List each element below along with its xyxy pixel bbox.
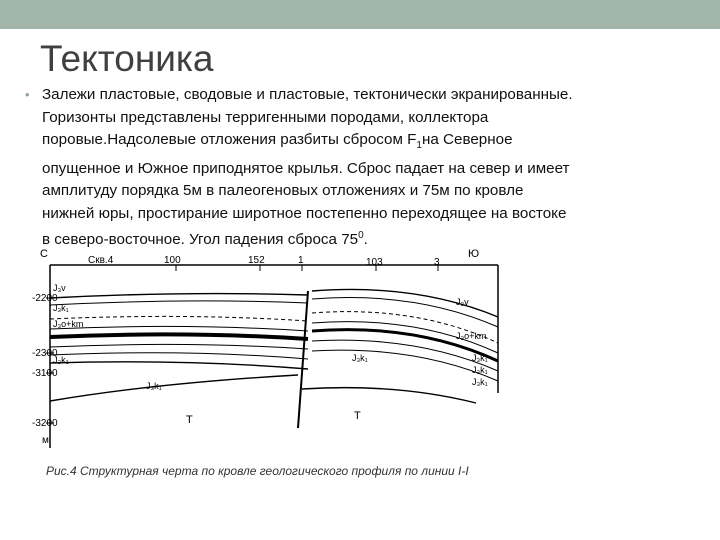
basement-line <box>302 388 476 403</box>
horizon-label: J₃k₁ <box>472 377 488 387</box>
horizon-label: J₃k₁ <box>53 355 69 365</box>
well-label: Скв.4 <box>88 255 114 266</box>
horizon-line <box>50 326 308 331</box>
well-label: 152 <box>248 255 265 266</box>
horizon-thick <box>50 334 308 339</box>
fault-line <box>298 291 308 428</box>
horizon-label: J₃v <box>456 297 469 307</box>
slide-paragraph <box>25 84 707 252</box>
text-line-2: Горизонты представлены терригенными породами, коллектора <box>42 108 489 126</box>
horizon-line <box>312 350 498 381</box>
superscript: 0 <box>358 230 364 242</box>
text-line-3b: на Северное <box>421 131 513 148</box>
text-line-5: амплитуду порядка 5м в палеогеновых отложениях и 75м по кровле <box>42 182 524 200</box>
text-line-7b: . <box>363 231 368 249</box>
bullet-icon: • <box>25 87 30 102</box>
depth-unit: м <box>42 435 49 446</box>
well-label: 103 <box>366 257 383 268</box>
horizon-line <box>312 340 498 371</box>
side-label-south: Ю <box>468 248 480 260</box>
horizon-label: T <box>354 410 361 422</box>
slide-top-bar <box>0 0 720 29</box>
horizon-label: J₃k₁ <box>472 365 488 375</box>
horizon-label: J₃k₁ <box>146 381 162 391</box>
figure-caption: Рис.4 Структурная черта по кровле геологического профиля по линии I-I <box>46 464 469 478</box>
depth-label: -2200 <box>32 293 58 304</box>
side-label-north: С <box>40 248 48 260</box>
slide-title: Тектоника <box>40 38 214 79</box>
text-line-7: в северо-восточное. Угол падения сброса 75 <box>42 231 359 249</box>
depth-label: -3100 <box>32 368 58 379</box>
subscript: 1 <box>416 140 422 152</box>
depth-label: -2300 <box>32 348 58 359</box>
text-line-6: нижней юры, простирание широтное постепенно переходящее на востоке <box>42 204 567 222</box>
text-line-3: поровые.Надсолевые отложения разбиты сбросом F <box>42 131 417 148</box>
depth-label: -3200 <box>32 418 58 429</box>
horizon-line <box>312 289 498 317</box>
horizon-line <box>50 353 308 359</box>
text-line-1: Залежи пластовые, сводовые и пластовые, тектонически экранированные. <box>42 86 573 103</box>
horizon-line <box>50 294 308 298</box>
horizon-line <box>50 301 308 305</box>
horizon-label: T <box>186 414 193 426</box>
horizon-label: J₃v <box>53 283 66 293</box>
well-label: 3 <box>434 257 440 268</box>
well-label: 100 <box>164 255 181 266</box>
horizon-label: J₃o+km <box>456 331 487 341</box>
geological-profile-figure <box>32 243 506 458</box>
profile-svg <box>32 243 506 453</box>
horizon-line <box>50 362 308 369</box>
horizon-line <box>50 344 308 349</box>
well-label: 1 <box>298 255 304 266</box>
horizon-label: J₃k₁ <box>53 303 69 313</box>
basement-line <box>50 375 298 401</box>
horizon-label: J₃o+km <box>53 319 84 329</box>
horizon-line <box>312 298 498 327</box>
horizon-line <box>50 316 308 321</box>
horizon-label: J₃k₁ <box>352 353 368 363</box>
text-line-4: опущенное и Южное приподнятое крылья. Сброс падает на север и имеет <box>42 159 570 177</box>
horizon-label: J₃k₁ <box>472 353 488 363</box>
